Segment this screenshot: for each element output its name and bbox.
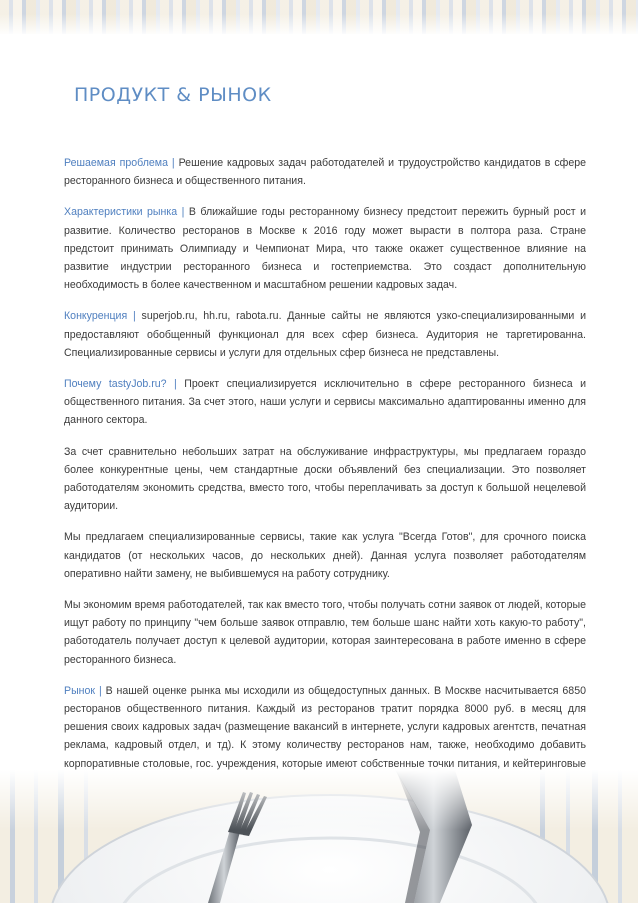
paragraph-text: superjob.ru, hh.ru, rabota.ru. Данные сайты не являются узко-специализированными и предоставляют обобщенный функционал для всех сфер бизнеса. Аудитория не таргетированна. Специализированные сервисы и услуги для отдельных сфер бизнеса не представлены. (64, 310, 586, 359)
paragraph-text: Решение кадровых задач работодателей и трудоустройство кандидатов в сфере ресторанного бизнеса и общественного питания. (64, 157, 587, 188)
paragraph-text: Мы экономим время работодателей, так как вместо того, чтобы получать сотни заявок от людей, которые ищут работу по принципу "чем больше заявок отправлю, тем больше шанс найти хоть какую-то работу", работодатель получает доступ к целевой аудитории, которая заинтересована в работе именно в сфере ресторанного бизнеса. (64, 599, 586, 666)
paragraph-competition (64, 307, 586, 362)
paragraph-label: Конкуренция | (64, 310, 136, 323)
paragraph-problem (64, 154, 586, 190)
paragraph-pricing (64, 443, 586, 516)
paragraph-why-tastyjob (64, 375, 586, 430)
paragraph-label: Характеристики рынка | (64, 206, 185, 219)
paragraph-label: Почему tastyJob.ru? | (64, 378, 177, 391)
paragraph-text: В ближайшие годы ресторанному бизнесу предстоит пережить бурный рост и развитие. Количество ресторанов в Москве к 2016 году может вырасти в полтора раза. Стране предстоит принимать Олимпиаду и Чемпионат Мира, что также окажет существенное влияние на развитие индустрии ресторанного бизнеса и гостеприемства. Это создаст дополнительную необходимость в более качественном и масштабном решении кадровых задач. (64, 206, 586, 292)
paragraph-services (64, 528, 586, 583)
paragraph-text: Мы предлагаем специализированные сервисы, такие как услуга "Всегда Готов", для срочного поиска кандидатов (от нескольких часов, до нескольких дней). Данная услуга позволяет работодателям оперативно найти замену, не выбившемуся на работу сотруднику. (64, 531, 586, 580)
tablecloth-fade (0, 14, 638, 36)
paragraph-text: В нашей оценке рынка мы исходили из общедоступных данных. В Москве насчитывается 6850 ресторанов общественного питания. Каждый из ресторанов тратит порядка 8000 руб. в месяц для решения своих кадровых задач (размещение вакансий в интернете, услуги кадровых агентств, печатная реклама, кадровый отдел, и тд). К этому количеству ресторанов нам, также, необходимо добавить корпоративные столовые, гос. учреждения, которые имеют собственные точки питания, и кейтеринговые (64, 684, 586, 770)
page-title: ПРОДУКТ & РЫНОК (74, 84, 272, 106)
paragraph-label: Рынок | (64, 684, 102, 697)
paragraph-text: За счет сравнительно небольших затрат на обслуживание инфраструктуры, мы предлагаем гораздо более конкурентные цены, чем стандартные доски объявлений без специализации. Это позволяет работодателям экономить средства, вместо того, чтобы переплачивать за доступ к большой нецелевой аудитории. (64, 445, 586, 513)
paragraph-market-characteristics (64, 203, 586, 294)
plate-fork-knife-photo (0, 770, 638, 903)
paragraph-time-saving (64, 596, 586, 669)
body-text (64, 154, 586, 841)
paragraph-label: Решаемая проблема | (64, 157, 175, 169)
paragraph-text: Проект специализируется исключительно в сфере ресторанного бизнеса и общественного питания. За счет этого, наши услуги и сервисы максимально адаптированны именно для данного сектора. (64, 378, 587, 427)
